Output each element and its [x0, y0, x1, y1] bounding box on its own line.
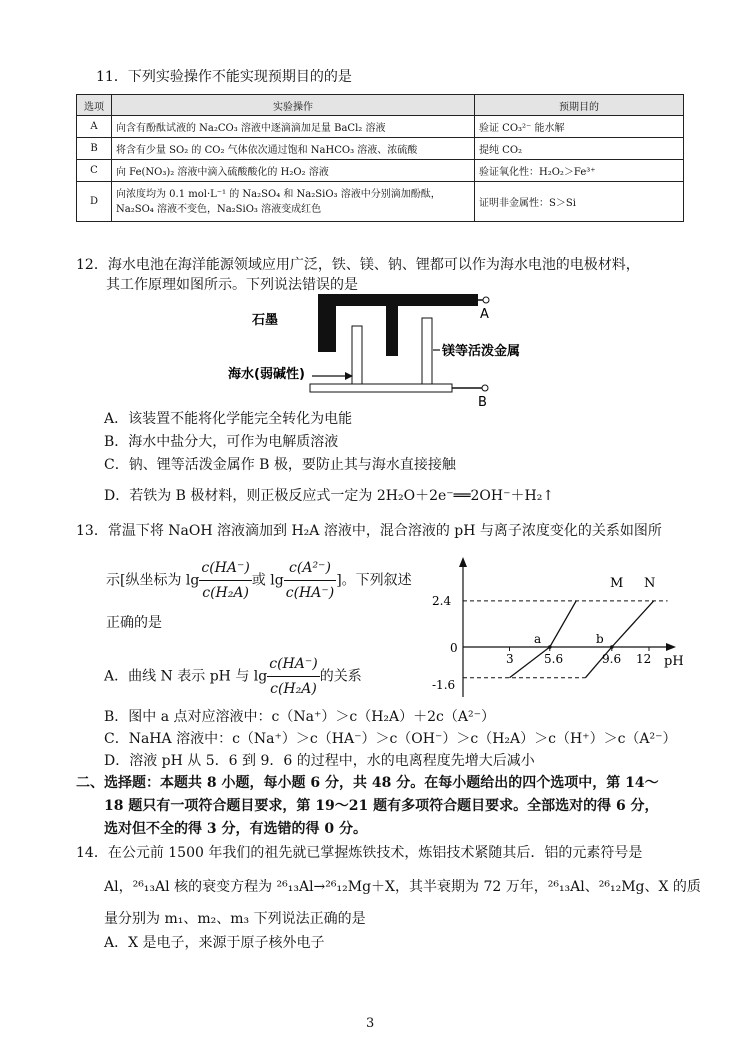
graphite-left-rod [318, 294, 336, 352]
q13-stem-post: ]。下列叙述 [336, 572, 412, 589]
q13-option-a-pre: A．曲线 N 表示 pH 与 lg [104, 668, 268, 685]
experiment-table [76, 94, 684, 222]
curve-m [510, 601, 577, 678]
table-row [77, 182, 684, 222]
point-a-label: a [534, 632, 542, 646]
metal-bottom-bar [310, 384, 452, 392]
point-b-label: b [596, 632, 604, 646]
fraction-ha-h2a [267, 652, 319, 701]
x-tick-label: 9.6 [602, 652, 622, 666]
q14-line3: 量分别为 m₁、m₂、m₃ 下列说法正确的是 [104, 911, 366, 927]
q13-option-a [104, 652, 362, 701]
terminal-b [482, 385, 488, 391]
point-m [548, 645, 552, 649]
row-operation: 向 Fe(NO₃)₂ 溶液中滴入硫酸酸化的 H₂O₂ 溶液 [112, 160, 475, 182]
table-row [77, 116, 684, 138]
row-option: A [77, 116, 112, 138]
y-tick-label: 2.4 [432, 594, 452, 608]
y-axis-arrow [459, 557, 467, 567]
table-header-row [77, 95, 684, 116]
point-n [610, 645, 614, 649]
row-option: D [77, 182, 112, 222]
q12-option-b: B．海水中盐分大，可作为电解质溶液 [104, 434, 339, 450]
fraction-numerator: c(A²⁻) [284, 556, 336, 581]
battery-diagram [220, 288, 520, 410]
q13-stem-line1: 13．常温下将 NaOH 溶液滴加到 H₂A 溶液中，混合溶液的 pH 与离子浓度变化的关系如图所 [76, 523, 662, 539]
q13-option-d: D．溶液 pH 从 5．6 到 9．6 的过程中，水的电离程度先增大后减小 [104, 753, 535, 769]
header-operation: 实验操作 [112, 95, 475, 116]
fraction-numerator: c(HA⁻) [267, 652, 319, 677]
q13-stem-mid: 或 lg [251, 572, 284, 589]
q12-option-c: C．钠、锂等活泼金属作 B 极，要防止其与海水直接接触 [104, 457, 456, 473]
graphite-right-rod [386, 294, 398, 356]
row-option: B [77, 138, 112, 160]
q13-stem-line2 [106, 556, 412, 605]
q11-stem: 11．下列实验操作不能实现预期目的的是 [96, 69, 352, 85]
x-axis-label: pH [664, 654, 684, 669]
q12-option-a: A．该装置不能将化学能完全转化为电能 [104, 411, 353, 427]
row-option: C [77, 160, 112, 182]
q13-option-c: C．NaHA 溶液中：c（Na⁺）＞c（HA⁻）＞c（OH⁻）＞c（H₂A）＞c（H⁺）＞c（A²⁻） [104, 731, 677, 747]
graphite-label: 石墨 [252, 313, 279, 328]
row-operation: 向含有酚酞试液的 Na₂CO₃ 溶液中逐滴滴加足量 BaCl₂ 溶液 [112, 116, 475, 138]
q12-stem-line2: 其工作原理如图所示。下列说法错误的是 [106, 277, 358, 293]
x-tick-label: 12 [636, 652, 652, 666]
y-tick-label: -1.6 [432, 678, 456, 692]
curve-n-label: N [644, 576, 656, 591]
row-goal: 验证 CO₃²⁻ 能水解 [475, 116, 684, 138]
q12-option-d: D．若铁为 B 极材料，则正极反应式一定为 2H₂O＋2e⁻══2OH⁻＋H₂↑ [104, 488, 555, 504]
x-axis-arrow [666, 643, 676, 651]
section2-line1: 二、选择题：本题共 8 小题，每小题 6 分，共 48 分。在每小题给出的四个选项中，第 14～ [76, 775, 659, 791]
curve-m-label: M [610, 576, 624, 591]
row-operation: 将含有少量 SO₂ 的 CO₂ 气体依次通过饱和 NaHCO₃ 溶液、浓硫酸 [112, 138, 475, 160]
metal-label: 镁等活泼金属 [442, 344, 520, 359]
q12-stem-line1: 12．海水电池在海洋能源领域应用广泛，铁、镁、钠、锂都可以作为海水电池的电极材料， [76, 257, 640, 273]
fraction-a-ha [284, 556, 336, 605]
q13-stem-pre: 示[纵坐标为 lg [106, 572, 200, 589]
metal-plate-left [352, 326, 362, 386]
chart-marks [463, 601, 668, 678]
row-operation: 向浓度均为 0.1 mol·L⁻¹ 的 Na₂SO₄ 和 Na₂SiO₃ 溶液中分别滴加酚酞，Na₂SO₄ 溶液不变色，Na₂SiO₃ 溶液变成红色 [112, 182, 475, 222]
row-goal: 提纯 CO₂ [475, 138, 684, 160]
q14-option-a: A．X 是电子，来源于原子核外电子 [104, 935, 325, 951]
y-tick-label: 0 [450, 641, 458, 655]
terminal-a [483, 297, 489, 303]
table-row [77, 160, 684, 182]
x-tick-label: 3 [506, 652, 514, 666]
terminal-a-label: A [480, 307, 489, 322]
header-goal: 预期目的 [475, 95, 684, 116]
section2-line2: 18 题只有一项符合题目要求，第 19～21 题有多项符合题目要求。全部选对的得 6 分， [104, 798, 659, 814]
section2-line3: 选对但不全的得 3 分，有选错的得 0 分。 [104, 821, 367, 837]
terminal-b-label: B [478, 395, 487, 410]
table-row [77, 138, 684, 160]
row-goal: 验证氧化性：H₂O₂＞Fe³⁺ [475, 160, 684, 182]
q13-option-b: B．图中 a 点对应溶液中：c（Na⁺）＞c（H₂A）＋2c（A²⁻） [104, 709, 495, 725]
q13-option-a-post: 的关系 [319, 668, 362, 685]
q14-line2: Al，²⁶₁₃Al 核的衰变方程为 ²⁶₁₃Al→²⁶₁₂Mg＋X，其半衰期为 72 万年，²⁶₁₃Al、²⁶₁₂Mg、X 的质 [104, 879, 701, 895]
seawater-label: 海水(弱碱性) [228, 367, 305, 382]
page-number: 3 [366, 1016, 375, 1031]
ph-graph [430, 555, 690, 700]
q14-line1: 14．在公元前 1500 年我们的祖先就已掌握炼铁技术，炼铝技术紧随其后．铝的元素符号是 [76, 845, 643, 861]
q13-stem-line3: 正确的是 [106, 615, 162, 631]
fraction-numerator: c(HA⁻) [199, 556, 251, 581]
fraction-ha-h2a [199, 556, 251, 605]
row-goal: 证明非金属性：S＞Si [475, 182, 684, 222]
x-tick-label: 5.6 [544, 652, 564, 666]
metal-plate-right [422, 318, 432, 386]
fraction-denominator: c(H₂A) [270, 681, 317, 697]
header-option: 选项 [77, 95, 112, 116]
fraction-denominator: c(H₂A) [202, 585, 249, 601]
fraction-denominator: c(HA⁻) [285, 585, 335, 601]
